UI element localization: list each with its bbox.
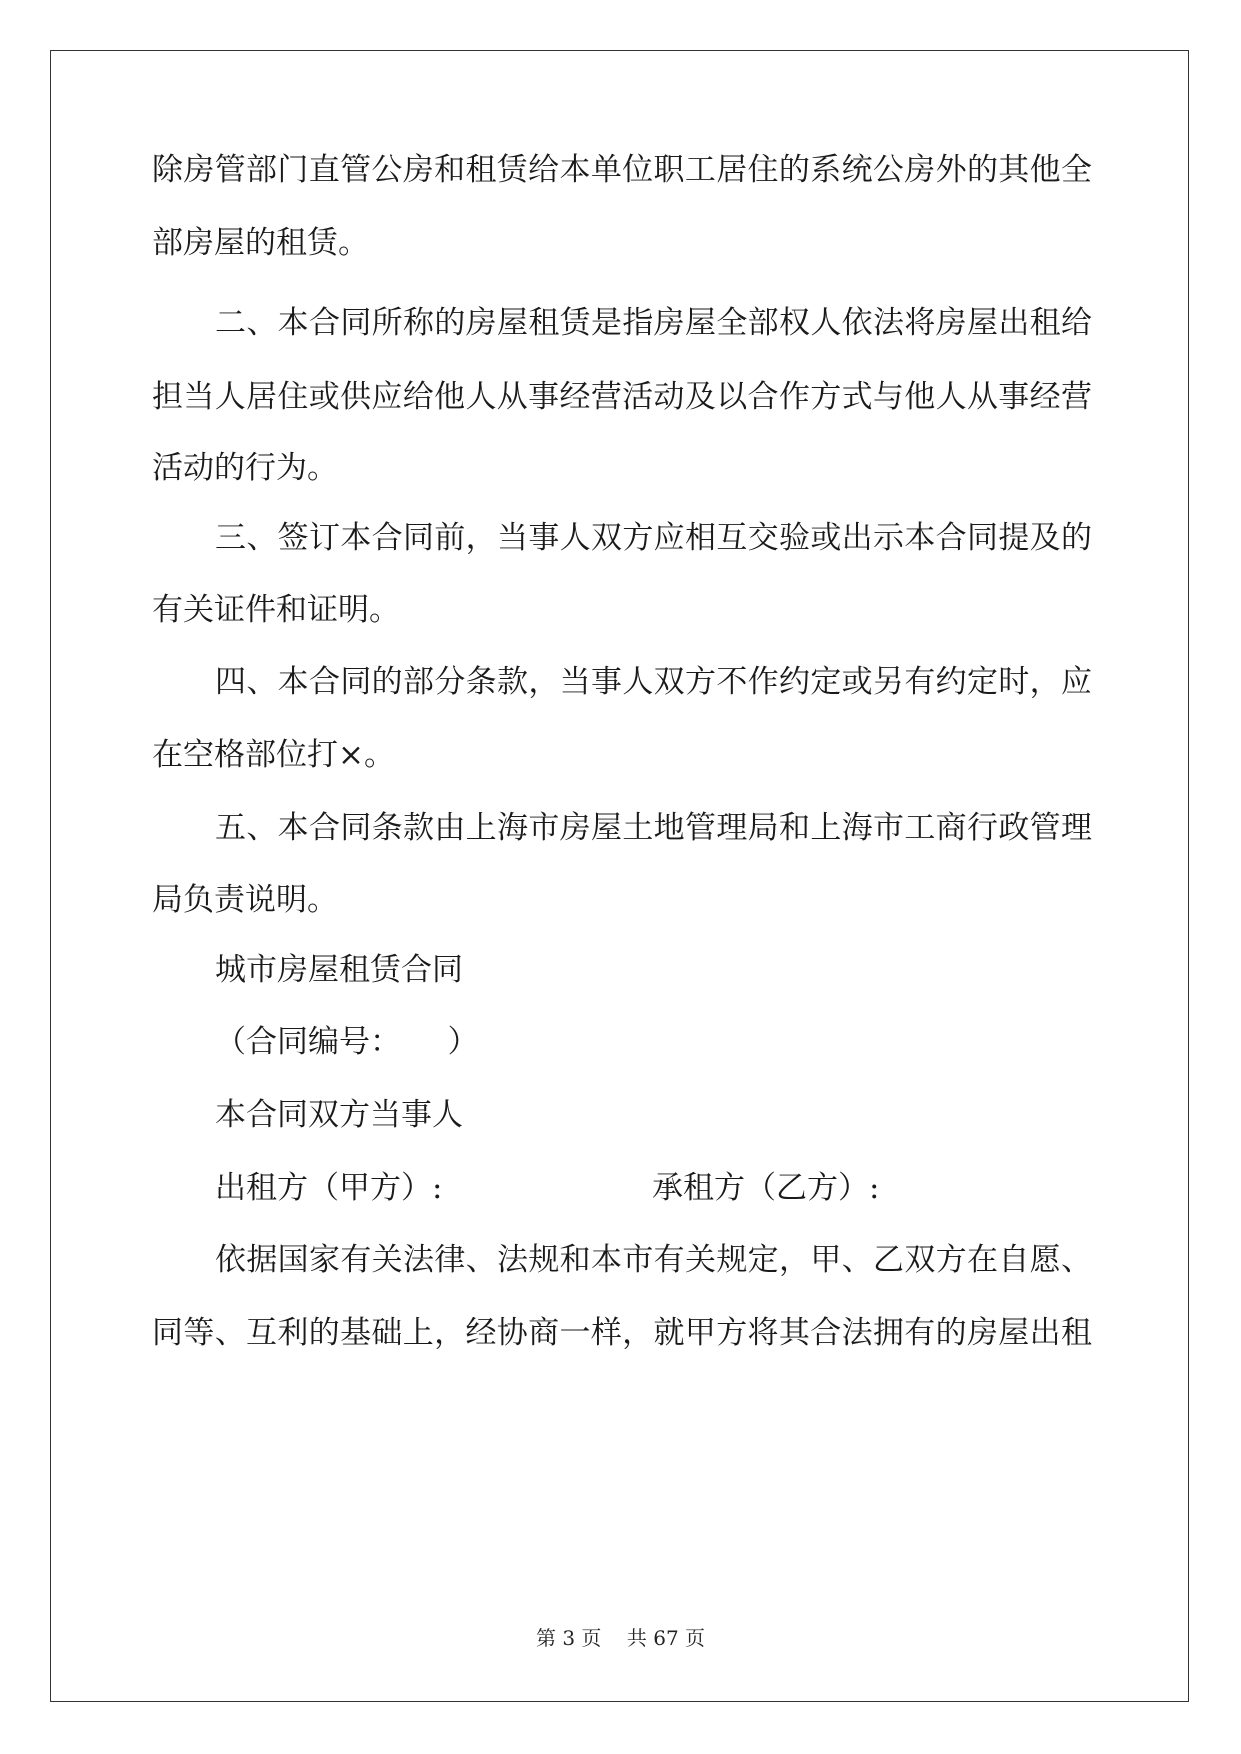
paragraph-line: 部房屋的租赁。 (152, 225, 369, 261)
contract-number: （合同编号： ） (215, 1024, 479, 1060)
page-footer (0, 1625, 1241, 1651)
lessee-label: 承租方（乙方）: (652, 1170, 880, 1206)
page-border (50, 50, 1189, 1702)
parties-heading: 本合同双方当事人 (215, 1097, 463, 1133)
clause-two-line: 担当人居住或供应给他人从事经营活动及以合作方式与他人从事经营 (152, 379, 1092, 415)
clause-four-line: 在空格部位打×。 (152, 737, 395, 773)
clause-two-line: 活动的行为。 (152, 450, 338, 486)
clause-four-line: 四、本合同的部分条款，当事人双方不作约定或另有约定时，应 (215, 664, 1092, 700)
clause-three-line: 有关证件和证明。 (152, 592, 400, 628)
paragraph-line: 除房管部门直管公房和租赁给本单位职工居住的系统公房外的其他全 (152, 152, 1092, 188)
page-total: 共 67 页 (626, 1626, 706, 1650)
page-number: 第 3 页 (535, 1626, 602, 1650)
clause-three-line: 三、签订本合同前，当事人双方应相互交验或出示本合同提及的 (215, 520, 1092, 556)
agreement-line: 同等、互利的基础上，经协商一样，就甲方将其合法拥有的房屋出租 (152, 1315, 1092, 1351)
clause-five-line: 局负责说明。 (152, 882, 338, 918)
clause-two-line: 二、本合同所称的房屋租赁是指房屋全部权人依法将房屋出租给 (215, 305, 1092, 341)
contract-title: 城市房屋租赁合同 (215, 952, 463, 988)
agreement-line: 依据国家有关法律、法规和本市有关规定，甲、乙双方在自愿、 (215, 1242, 1092, 1278)
lessor-label: 出租方（甲方）: (215, 1170, 443, 1206)
clause-five-line: 五、本合同条款由上海市房屋土地管理局和上海市工商行政管理 (215, 810, 1092, 846)
